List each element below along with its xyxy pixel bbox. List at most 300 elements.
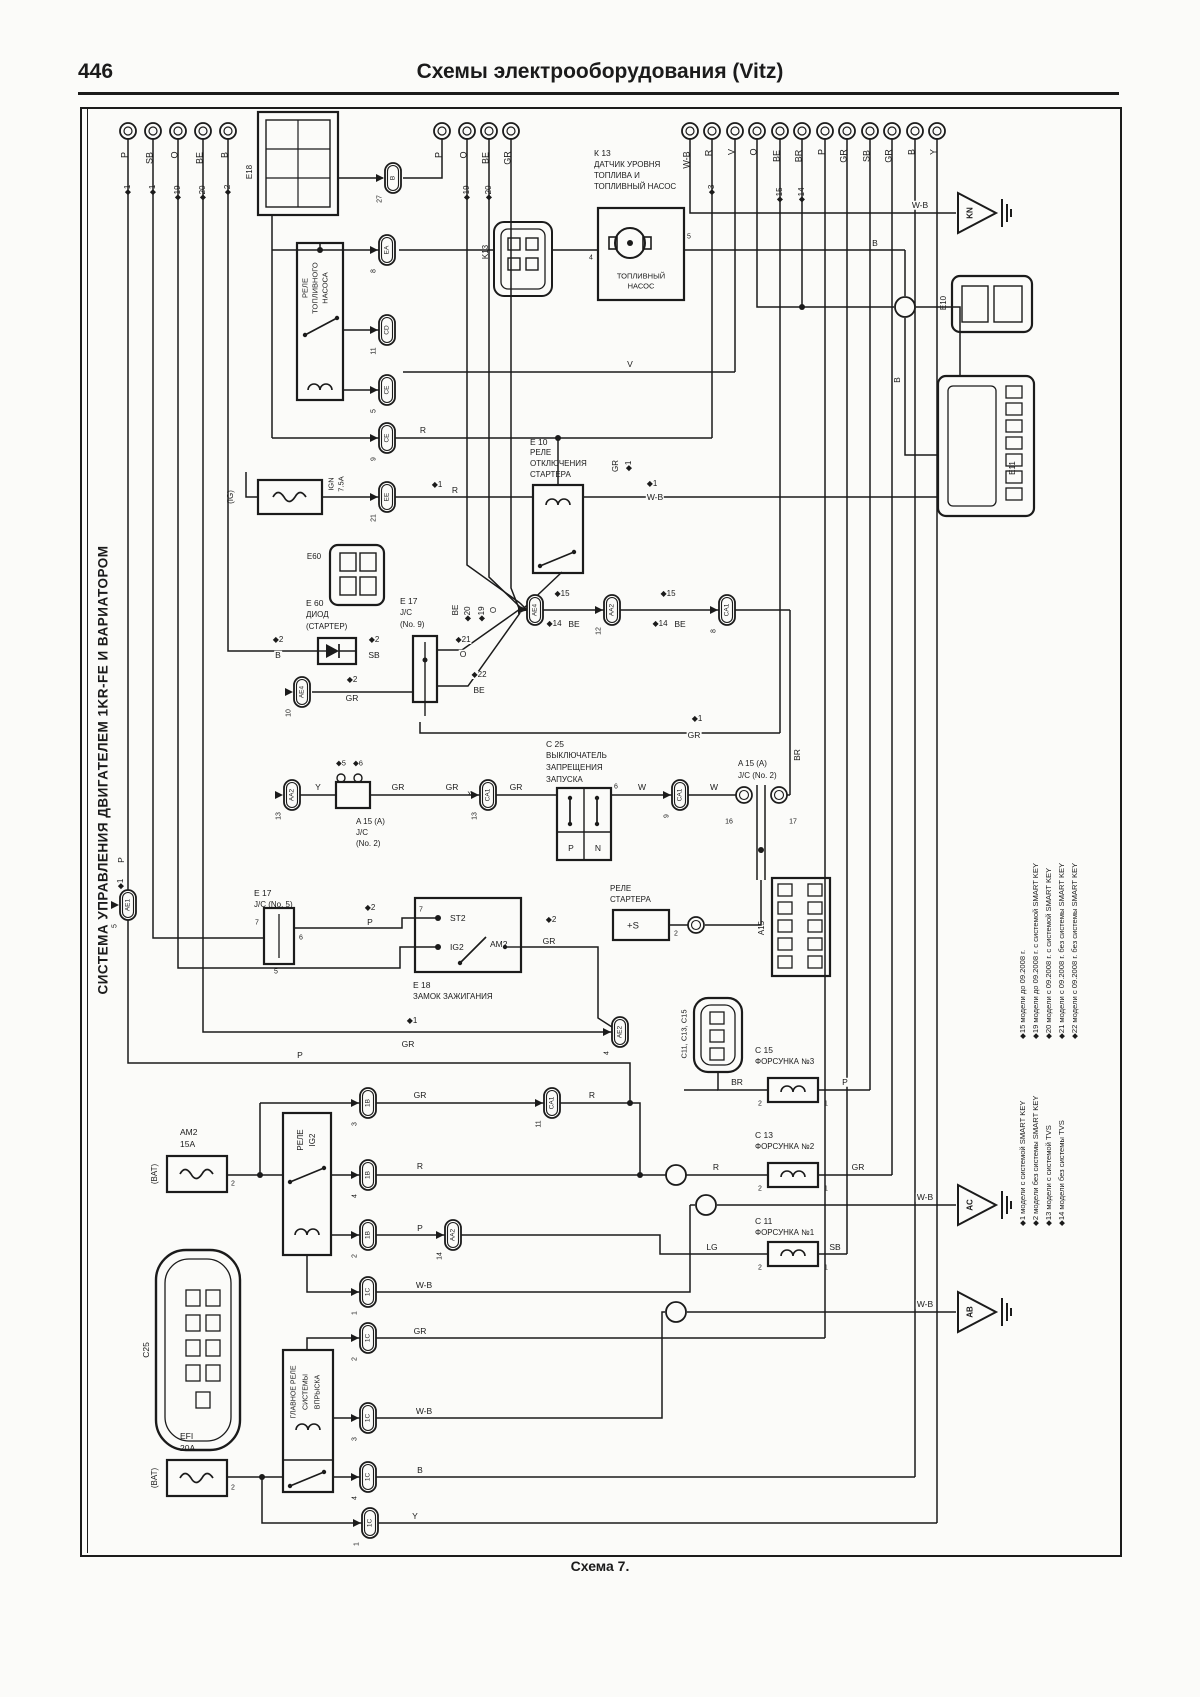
terminal-code: AE1	[124, 898, 132, 912]
pin-terminal-inner	[888, 127, 896, 135]
wire-label: GR	[502, 151, 513, 165]
component-caption: ЗАПУСКА	[546, 775, 583, 784]
diagram-side-label: СИСТЕМА УПРАВЛЕНИЯ ДВИГАТЕЛЕМ 1KR-FE И ВАРИАТОРОМ	[95, 545, 111, 995]
wire-label: ◆15	[554, 589, 570, 598]
component-caption: Е 60	[306, 597, 324, 608]
terminal-ring	[736, 787, 752, 803]
wire-label: (No. 9)	[400, 620, 425, 629]
wire-label: +S	[627, 920, 639, 932]
component-caption: (СТАРТЕР)	[306, 622, 348, 631]
ground-code: AB	[965, 1306, 975, 1318]
pin-terminal-inner	[776, 127, 784, 135]
terminal-pin: 9	[663, 814, 671, 818]
wire-label: (BAT)	[150, 1467, 159, 1489]
pin-terminal	[727, 123, 743, 139]
wire-label: ◆19	[462, 185, 471, 201]
wire-label: ◆1	[691, 714, 703, 723]
wire-label: 1	[824, 1264, 828, 1272]
wire-label: SB	[829, 1241, 841, 1252]
wire-label: 1	[824, 1185, 828, 1193]
pin-terminal	[120, 123, 136, 139]
terminal-ring	[771, 787, 787, 803]
terminal-code: AA2	[608, 603, 616, 617]
terminal-pin: 10	[285, 709, 293, 717]
wire-label: IG2	[308, 1133, 317, 1147]
wire-label: A15	[757, 920, 766, 936]
component-caption: ОТКЛЮЧЕНИЯ	[530, 459, 587, 468]
wire-label: W-B	[646, 491, 664, 502]
terminal-pin: 3	[351, 1437, 359, 1441]
wire-label: W-B	[911, 199, 929, 210]
footnote-line: ◆13 модели с системой TVS	[1044, 1125, 1053, 1226]
component-caption: ДАТЧИК УРОВНЯ	[594, 160, 661, 169]
diagram-caption: Схема 7.	[570, 1558, 630, 1574]
wire-label: B	[906, 148, 917, 156]
terminal-code: EA	[383, 245, 391, 255]
terminal-code: AA2	[288, 788, 296, 802]
component-caption: НАСОС	[627, 281, 655, 291]
wire-label: P	[842, 1076, 848, 1087]
wire-label: BR	[731, 1076, 743, 1087]
component-caption: СТАРТЕРА	[610, 895, 651, 904]
wire-label: 7	[255, 919, 259, 927]
wire-label: R	[419, 424, 427, 435]
wire-label: P	[417, 1222, 423, 1233]
terminal-pin: 4	[351, 1496, 359, 1500]
terminal-code: CA1	[548, 1096, 556, 1110]
pin-terminal	[794, 123, 810, 139]
pin-terminal-inner	[174, 127, 182, 135]
wire-label: GR	[413, 1325, 427, 1336]
wire-label: GR	[611, 460, 620, 472]
component-caption: С 25	[546, 738, 564, 749]
wire-label: GR	[883, 149, 894, 163]
pin-terminal	[704, 123, 720, 139]
pin-terminal-inner	[199, 127, 207, 135]
pin-terminal-inner	[507, 127, 515, 135]
terminal-code: 1C	[364, 1287, 372, 1297]
wire-label: 6	[614, 783, 618, 791]
component-caption: СИСТЕМЫ	[302, 1374, 310, 1410]
wire-label: SB	[861, 149, 872, 163]
component-caption: С 15	[755, 1044, 773, 1055]
wire-label: 2	[758, 1100, 762, 1108]
wire-label: W-B	[916, 1191, 934, 1202]
wire-label: W	[637, 781, 647, 792]
wire-label: ◆3	[707, 184, 716, 196]
terminal-pin: 27	[376, 195, 384, 203]
component-caption: НАСОСА	[320, 272, 330, 304]
terminal-code: EE	[383, 492, 391, 502]
footnote-line: ◆21 модели с 09.2008 г. без системы SMART KEY	[1057, 862, 1066, 1039]
pin-terminal	[145, 123, 161, 139]
wire-label: ◆2	[223, 184, 232, 196]
wire-label: 7.5A	[336, 476, 346, 492]
wire-label: V	[627, 358, 633, 369]
wire-label: 16	[725, 818, 733, 826]
terminal-pin: 2	[351, 1254, 359, 1258]
ground-code: AC	[965, 1199, 975, 1211]
splice-circle	[666, 1302, 686, 1322]
wire-label: ◆15	[660, 589, 676, 598]
terminal-pin: 13	[471, 812, 479, 820]
terminal-ring	[688, 917, 704, 933]
wire-label: (BAT)	[150, 1163, 159, 1185]
pin-terminal-inner	[821, 127, 829, 135]
splice-circle	[895, 297, 915, 317]
pin-terminal-inner	[485, 127, 493, 135]
wire-label: 5	[274, 968, 278, 976]
wire-label: BE	[473, 684, 485, 695]
wire-label: BE	[568, 618, 580, 629]
wire-label: ◆2	[368, 635, 380, 644]
wire-label: P	[568, 842, 574, 853]
pin-terminal	[682, 123, 698, 139]
wire-label: 2	[758, 1264, 762, 1272]
component-caption: ЗАПРЕЩЕНИЯ	[546, 763, 603, 772]
wire-label: 2	[231, 1484, 235, 1492]
wire-label: Y	[315, 781, 321, 792]
component-caption: Е 17	[400, 595, 418, 606]
wire-label: R	[451, 484, 459, 495]
wire-label: ◆6	[353, 758, 363, 768]
terminal-code: 1B	[364, 1231, 372, 1239]
terminal-code: 1C	[364, 1472, 372, 1482]
component-caption: К 13	[594, 147, 611, 158]
wire-label: W-B	[916, 1298, 934, 1309]
wire-label: SB	[144, 151, 155, 165]
ground-code: KN	[965, 207, 975, 219]
pin-terminal-inner	[843, 127, 851, 135]
wire-label: ◆2	[272, 635, 284, 644]
ground-triangle	[958, 1292, 996, 1332]
wire-label: »	[467, 788, 473, 799]
component-caption: ТОПЛИВА И	[594, 171, 640, 180]
terminal-pin: 8	[710, 629, 718, 633]
wire-label: ◆19	[477, 606, 486, 622]
wire-label: O	[748, 148, 759, 156]
wire-label: Y	[412, 1510, 418, 1521]
wire-label: E60	[306, 552, 322, 561]
wire-label: ◆1	[406, 1016, 418, 1025]
wire-label: 7	[419, 906, 423, 914]
wire-label: W-B	[681, 151, 692, 169]
wire-label: 1	[824, 1100, 828, 1108]
wire-label: BR	[793, 149, 804, 163]
pin-terminal	[170, 123, 186, 139]
wire-label: B	[872, 237, 878, 248]
wire-label: K13	[481, 244, 490, 260]
wire-label: SB	[368, 649, 380, 660]
component-caption: РЕЛЕ	[530, 448, 552, 457]
terminal-pin: 11	[370, 347, 378, 355]
wire-label: R	[703, 149, 714, 157]
terminal-pin: 3	[351, 1122, 359, 1126]
wire-label: ◆22	[471, 670, 487, 679]
footnote-line: ◆1 модели с системой SMART KEY	[1018, 1100, 1027, 1226]
pin-terminal	[884, 123, 900, 139]
wire-label: P	[119, 151, 130, 159]
wire-label: ◆21	[455, 635, 471, 644]
wire-label: ◆5	[336, 758, 346, 768]
wire-label: BE	[451, 604, 460, 616]
terminal-code: CD	[383, 325, 391, 335]
pin-terminal	[434, 123, 450, 139]
component-caption: ДИОД	[306, 610, 329, 619]
wire-label: GR	[391, 781, 405, 792]
wire-label: 2	[231, 1180, 235, 1188]
footnote-line: ◆22 модели с 09.2008 г. без системы SMART KEY	[1070, 862, 1079, 1039]
ground-triangle	[958, 193, 996, 233]
terminal-code: AE4	[531, 603, 539, 617]
wire-label: ◆20	[484, 185, 493, 201]
pin-terminal	[839, 123, 855, 139]
wire-label: BE	[674, 618, 686, 629]
wire-label: W	[709, 781, 719, 792]
pin-terminal-inner	[686, 127, 694, 135]
component-caption: РЕЛЕ	[610, 884, 632, 893]
terminal-pin: 5	[111, 924, 119, 928]
pin-terminal	[459, 123, 475, 139]
wire-label: GR	[445, 781, 459, 792]
pin-terminal	[907, 123, 923, 139]
pin-terminal	[503, 123, 519, 139]
terminal-pin: 11	[535, 1120, 543, 1128]
component-caption: С 11	[755, 1215, 773, 1226]
wire-label: J/C (No. 2)	[738, 771, 777, 780]
component-caption: ТОПЛИВНОГО	[310, 262, 320, 314]
component-caption: Е 18	[413, 979, 431, 990]
wire-label: (No. 2)	[356, 839, 381, 848]
wire-label: 20A	[180, 1442, 196, 1453]
wire-label: IGN	[326, 477, 336, 491]
wire-label: ◆20	[198, 185, 207, 201]
wire-label: LG	[706, 1241, 718, 1252]
terminal-pin: 14	[436, 1252, 444, 1260]
pin-terminal	[195, 123, 211, 139]
wire-label: R	[588, 1089, 596, 1100]
wire-label: ◆14	[797, 187, 806, 203]
pin-terminal-inner	[438, 127, 446, 135]
wire-label: GR	[509, 781, 523, 792]
terminal-pin: 8	[370, 269, 378, 273]
footnote-line: ◆14 модели без системы TVS	[1057, 1120, 1066, 1226]
terminal-code: 1C	[364, 1333, 372, 1343]
terminal-pin: 13	[275, 812, 283, 820]
terminal-code: 1C	[366, 1518, 374, 1528]
wire-label: W-B	[415, 1405, 433, 1416]
terminal-pin: 1	[351, 1311, 359, 1315]
wire-label: 15A	[180, 1138, 196, 1149]
wire-label: GR	[851, 1161, 865, 1172]
pin-terminal	[220, 123, 236, 139]
component-caption: Е 10	[530, 436, 548, 447]
wire-label: GR	[838, 149, 849, 163]
wire-label: AM2	[490, 938, 508, 949]
wire-label: 5	[687, 233, 691, 241]
wire-label: ◆2	[545, 915, 557, 924]
component-caption: РЕЛЕ	[300, 278, 310, 298]
wire-label: C25	[140, 1342, 151, 1358]
wire-label: P	[433, 151, 444, 159]
terminal-code: CE	[383, 433, 391, 443]
wire-label: EFI	[180, 1430, 194, 1441]
terminal-pin: 5	[370, 409, 378, 413]
component-caption: ТОПЛИВНЫЙ	[616, 271, 666, 281]
wire-label: E11	[1008, 461, 1017, 475]
wire-label: R	[416, 1160, 424, 1171]
wire-label: ◆1	[646, 479, 658, 488]
terminal-code: CA1	[484, 788, 492, 802]
component-caption: ТОПЛИВНЫЙ НАСОС	[594, 182, 677, 191]
wire-label: ◆19	[173, 185, 182, 201]
pin-terminal	[929, 123, 945, 139]
wire-label: A 15 (A)	[356, 817, 385, 826]
wire-label: GR	[413, 1089, 427, 1100]
wire-label: V	[726, 148, 737, 156]
component-caption: ФОРСУНКА №1	[755, 1228, 815, 1237]
terminal-pin: 9	[370, 457, 378, 461]
wire-label: ◆1	[123, 184, 132, 196]
wire-label: BE	[194, 151, 205, 165]
footnote-line: ◆2 модели без системы SMART KEY	[1031, 1095, 1040, 1226]
component-caption: С 13	[755, 1129, 773, 1140]
wire-label: IG2	[450, 941, 464, 952]
pin-terminal-inner	[708, 127, 716, 135]
wire-label: O	[458, 151, 469, 159]
component-caption: СТАРТЕРА	[530, 470, 571, 479]
terminal-pin: 2	[351, 1357, 359, 1361]
wire-label: ◆2	[346, 675, 358, 684]
wire-label: Y	[928, 148, 939, 156]
wire-label: ◆2	[364, 903, 376, 912]
wire-label: P	[367, 916, 373, 927]
wire-label: ◆1	[148, 184, 157, 196]
wire-label: ◆1	[624, 460, 633, 472]
footnote-line: ◆20 модели с 09.2008 г. с системой SMART KEY	[1044, 867, 1053, 1039]
pin-terminal-inner	[798, 127, 806, 135]
terminal-code: B	[389, 175, 397, 181]
page-title: Схемы электрооборудования (Vitz)	[416, 60, 784, 83]
splice-circle	[666, 1165, 686, 1185]
pin-terminal	[772, 123, 788, 139]
component-caption: ГЛАВНОЕ РЕЛЕ	[290, 1365, 298, 1419]
wire-label: GR	[345, 692, 359, 703]
pin-terminal	[481, 123, 497, 139]
wire-label: ST2	[450, 912, 466, 923]
wire-label: B	[275, 649, 281, 660]
component-caption: РЕЛЕ	[296, 1129, 305, 1151]
wire-label: GR	[542, 935, 556, 946]
wire-label: P	[115, 857, 126, 863]
terminal-pin: 12	[595, 627, 603, 635]
component-caption: ВПРЫСКА	[314, 1374, 322, 1410]
component-caption: ФОРСУНКА №2	[755, 1142, 815, 1151]
wire-label: BE	[480, 151, 491, 165]
terminal-pin: 4	[351, 1194, 359, 1198]
wire-label: 2	[758, 1185, 762, 1193]
wire-label: 6	[299, 934, 303, 942]
splice-circle	[696, 1195, 716, 1215]
wire-label: E10	[939, 295, 948, 311]
pin-terminal	[749, 123, 765, 139]
wire-label: J/C (No. 5)	[254, 900, 293, 909]
ground-triangle	[958, 1185, 996, 1225]
terminal-pin: 4	[603, 1051, 611, 1055]
wire-label: B	[891, 377, 902, 383]
wire-label: A 15 (A)	[738, 759, 767, 768]
terminal-code: 1C	[364, 1413, 372, 1423]
terminal-pin: 21	[370, 514, 378, 522]
wire-label: O	[459, 648, 467, 659]
component-caption: ФОРСУНКА №3	[755, 1057, 815, 1066]
pin-terminal-inner	[731, 127, 739, 135]
wire-label: N	[594, 842, 602, 853]
pin-terminal-inner	[224, 127, 232, 135]
wire-label: (IG)	[226, 490, 235, 504]
wire-label: W-B	[415, 1279, 433, 1290]
wire-label: 4	[589, 254, 593, 262]
pin-terminal-inner	[124, 127, 132, 135]
wire-label: AM2	[180, 1126, 198, 1137]
terminal-code: AE4	[298, 685, 306, 699]
wire-label: J/C	[356, 828, 368, 837]
wire-label: 2	[674, 930, 678, 938]
wire-label: C11, C13, C15	[679, 1009, 689, 1059]
wire-label: R	[712, 1161, 720, 1172]
wire-label: P	[816, 148, 827, 156]
component-caption: ВЫКЛЮЧАТЕЛЬ	[546, 751, 607, 760]
footnote-line: ◆15 модели до 09.2008 г.	[1018, 949, 1027, 1039]
pin-terminal-inner	[753, 127, 761, 135]
terminal-code: 1B	[364, 1099, 372, 1107]
terminal-code: CE	[383, 385, 391, 395]
component-caption: ЗАМОК ЗАЖИГАНИЯ	[413, 992, 493, 1001]
wire-label: ◆14	[652, 619, 668, 628]
wire-label: BE	[771, 149, 782, 163]
wire-label: B	[219, 151, 230, 159]
terminal-code: CA1	[723, 603, 731, 617]
pin-terminal-inner	[933, 127, 941, 135]
terminal-code: AA2	[449, 1228, 457, 1242]
wire-label: 17	[789, 818, 797, 826]
wire-label: ◆15	[775, 187, 784, 203]
terminal-code: AE2	[616, 1025, 624, 1039]
pin-terminal-inner	[866, 127, 874, 135]
wire-label: P	[297, 1049, 303, 1060]
component-caption: Е 17	[254, 887, 272, 898]
terminal-code: 1B	[364, 1171, 372, 1179]
wire-label: GR	[687, 729, 701, 740]
pin-terminal-inner	[463, 127, 471, 135]
wire-label: BR	[791, 749, 802, 761]
pin-terminal	[817, 123, 833, 139]
wire-label: ◆1	[431, 480, 443, 489]
wire-label: ◆14	[546, 619, 562, 628]
wire-label: ◆1	[116, 878, 125, 890]
page-number: 446	[78, 60, 114, 83]
wire-label: O	[489, 606, 498, 614]
terminal-pin: 1	[353, 1542, 361, 1546]
wire-label: GR	[401, 1038, 415, 1049]
footnote-line: ◆19 модели до 09.2008 г. с системой SMART KEY	[1031, 862, 1040, 1039]
terminal-code: CA1	[676, 788, 684, 802]
pin-terminal-inner	[149, 127, 157, 135]
wire-label: ◆20	[463, 606, 472, 622]
wire-label: E18	[245, 164, 254, 180]
wire-label: O	[169, 151, 180, 159]
wire-label: B	[417, 1464, 423, 1475]
